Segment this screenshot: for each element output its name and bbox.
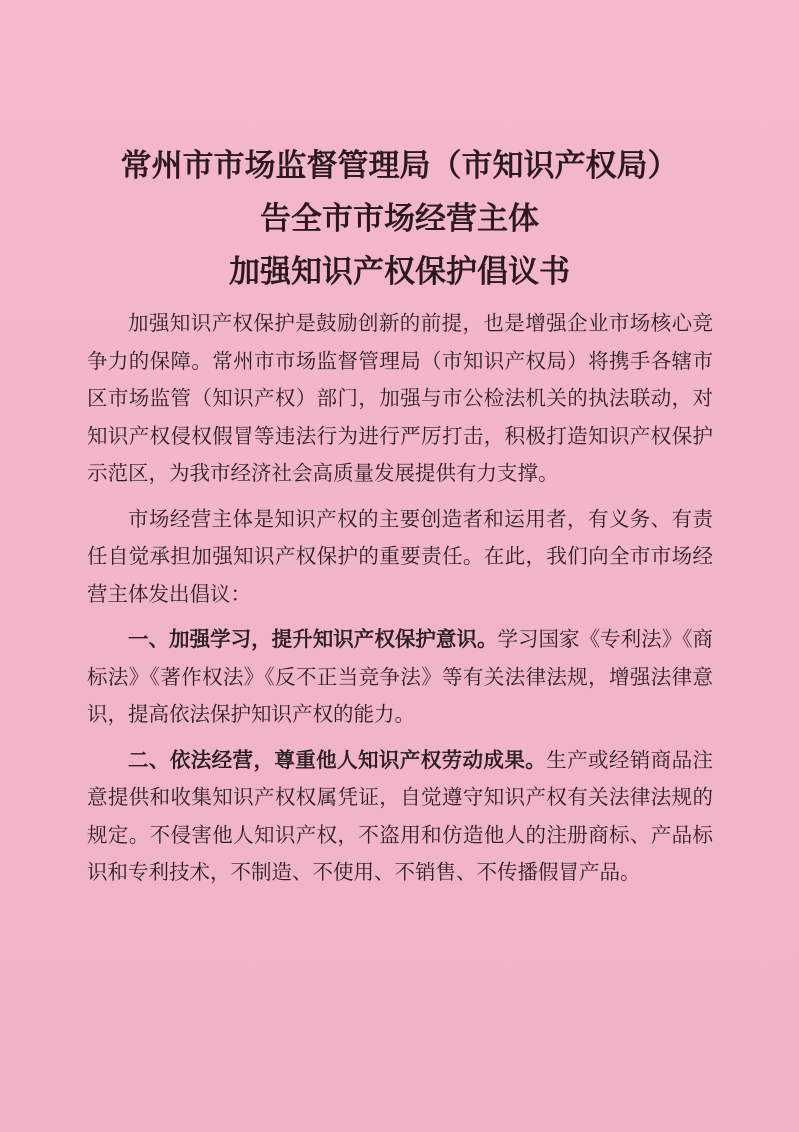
title-line-3: 加强知识产权保护倡议书 (229, 254, 570, 290)
item-1-heading: 一、加强学习，提升知识产权保护意识。 (128, 627, 498, 651)
paragraph-appeal (87, 501, 713, 614)
paragraph-text: 市场经营主体是知识产权的主要创造者和运用者，有义务、有责任自觉承担加强知识产权保护的重要责任。在此，我们向全市市场经营主体发出倡议： (87, 506, 713, 606)
item-2-heading: 二、依法经营，尊重他人知识产权劳动成果。 (128, 747, 547, 772)
item-1-text: 学习国家《专利法》《商标法》《著作权法》《反不正当竞争法》等有关法律法规，增强法律意识，提高依法保护知识产权的能力。 (87, 627, 714, 726)
paragraph-text: 加强知识产权保护是鼓励创新的前提，也是增强企业市场核心竞争力的保障。常州市市场监督管理局（市知识产权局）将携手各辖市区市场监管（知识产权）部门，加强与市公检法机关的执法联动，对知识产权侵权假冒等违法行为进行严厉打击，积极打造知识产权保护示范区，为我市经济社会高质量发展提供有力支撑。 (87, 311, 713, 485)
paragraph-item-1 (87, 621, 713, 734)
title-line-1: 常州市市场监督管理局（市知识产权局） (120, 148, 679, 184)
document-title (0, 140, 799, 299)
paragraph-intro (87, 305, 713, 493)
document-body (87, 305, 713, 900)
title-line-2: 告全市市场经营主体 (260, 201, 539, 237)
paragraph-item-2 (87, 742, 713, 892)
item-2-text: 生产或经销商品注意提供和收集知识产权权属凭证，自觉遵守知识产权有关法律法规的规定。不侵害他人知识产权，不盗用和仿造他人的注册商标、产品标识和专利技术，不制造、不使用、不销售、不传播假冒产品。 (87, 747, 714, 884)
